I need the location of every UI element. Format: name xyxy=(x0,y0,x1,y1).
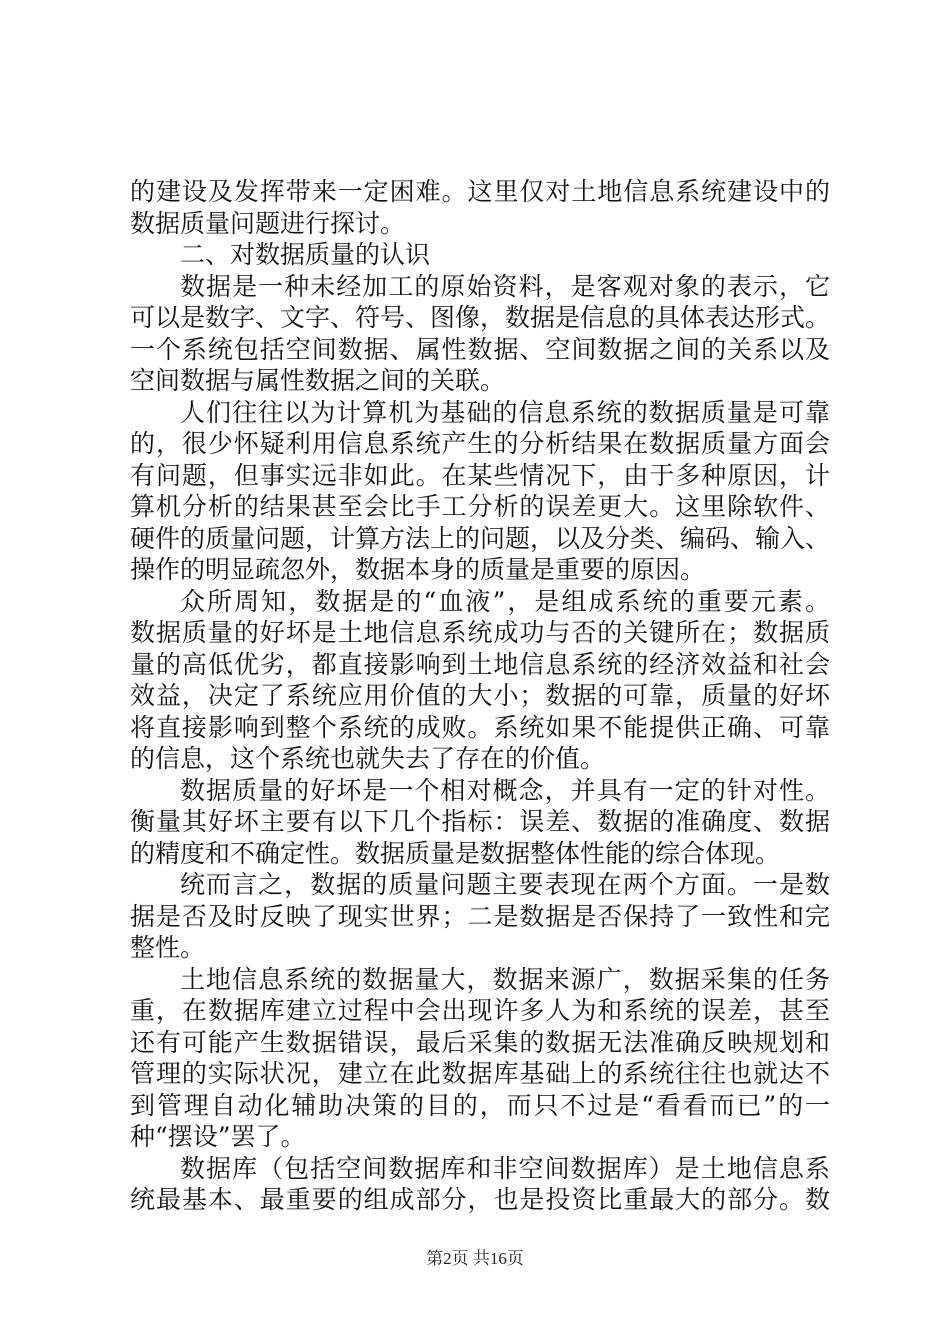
text-line: 效益，决定了系统应用价值的大小；数据的可靠，质量的好坏 xyxy=(130,681,830,710)
text-line: 的，很少怀疑利用信息系统产生的分析结果在数据质量方面会 xyxy=(130,429,830,458)
page-number-footer: 第2页 共16页 xyxy=(426,1249,524,1268)
text-line: 数据质量的好坏是土地信息系统成功与否的关键所在；数据质 xyxy=(130,618,830,647)
text-line: 硬件的质量问题，计算方法上的问题，以及分类、编码、输入、 xyxy=(130,523,831,553)
text-line: 众所周知，数据是的“血液”，是组成系统的重要元素。 xyxy=(180,586,830,616)
text-line: 管理的实际状况，建立在此数据库基础上的系统往往也就达不 xyxy=(130,1059,830,1088)
text-line: 据是否及时反映了现实世界；二是数据是否保持了一致性和完 xyxy=(130,901,830,931)
text-line: 有问题，但事实远非如此。在某些情况下，由于多种原因，计 xyxy=(130,460,830,490)
text-line: 将直接影响到整个系统的成败。系统如果不能提供正确、可靠 xyxy=(130,712,830,742)
text-line: 算机分析的结果甚至会比手工分析的误差更大。这里除软件、 xyxy=(130,492,830,521)
section-heading: 二、对数据质量的认识 xyxy=(180,240,431,269)
text-line: 操作的明显疏忽外，数据本身的质量是重要的原因。 xyxy=(130,555,706,584)
text-line: 种“摆设”罢了。 xyxy=(130,1122,306,1151)
text-line: 的建设及发挥带来一定困难。这里仅对土地信息系统建设中的 xyxy=(130,177,830,206)
text-line: 到管理自动化辅助决策的目的，而只不过是“看看而已”的一 xyxy=(130,1090,830,1120)
text-line: 土地信息系统的数据量大，数据来源广，数据采集的任务 xyxy=(180,964,830,994)
text-line: 的精度和不确定性。数据质量是数据整体性能的综合体现。 xyxy=(130,838,781,868)
text-line: 数据是一种未经加工的原始资料，是客观对象的表示，它 xyxy=(180,271,830,301)
text-line: 一个系统包括空间数据、属性数据、空间数据之间的关系以及 xyxy=(130,334,830,364)
text-line: 可以是数字、文字、符号、图像，数据是信息的具体表达形式。 xyxy=(130,303,831,332)
text-line: 重，在数据库建立过程中会出现许多人为和系统的误差，甚至 xyxy=(130,996,830,1025)
text-line: 还有可能产生数据错误，最后采集的数据无法准确反映规划和 xyxy=(130,1027,830,1057)
text-line: 统而言之，数据的质量问题主要表现在两个方面。一是数 xyxy=(180,870,830,899)
text-line: 整性。 xyxy=(130,933,206,962)
text-line: 统最基本、最重要的组成部分，也是投资比重最大的部分。数 xyxy=(130,1185,830,1214)
text-line: 量的高低优劣，都直接影响到土地信息系统的经济效益和社会 xyxy=(130,649,830,679)
text-line: 人们往往以为计算机为基础的信息系统的数据质量是可靠 xyxy=(180,397,830,427)
text-line: 的信息，这个系统也就失去了存在的价值。 xyxy=(130,744,606,773)
text-line: 衡量其好坏主要有以下几个指标：误差、数据的准确度、数据 xyxy=(130,807,830,836)
text-line: 数据库（包括空间数据库和非空间数据库）是土地信息系 xyxy=(180,1153,830,1183)
document-body xyxy=(130,176,830,1216)
text-line: 数据质量问题进行探讨。 xyxy=(130,208,406,238)
text-line: 数据质量的好坏是一个相对概念，并具有一定的针对性。 xyxy=(180,775,830,805)
text-line: 空间数据与属性数据之间的关联。 xyxy=(130,366,506,395)
